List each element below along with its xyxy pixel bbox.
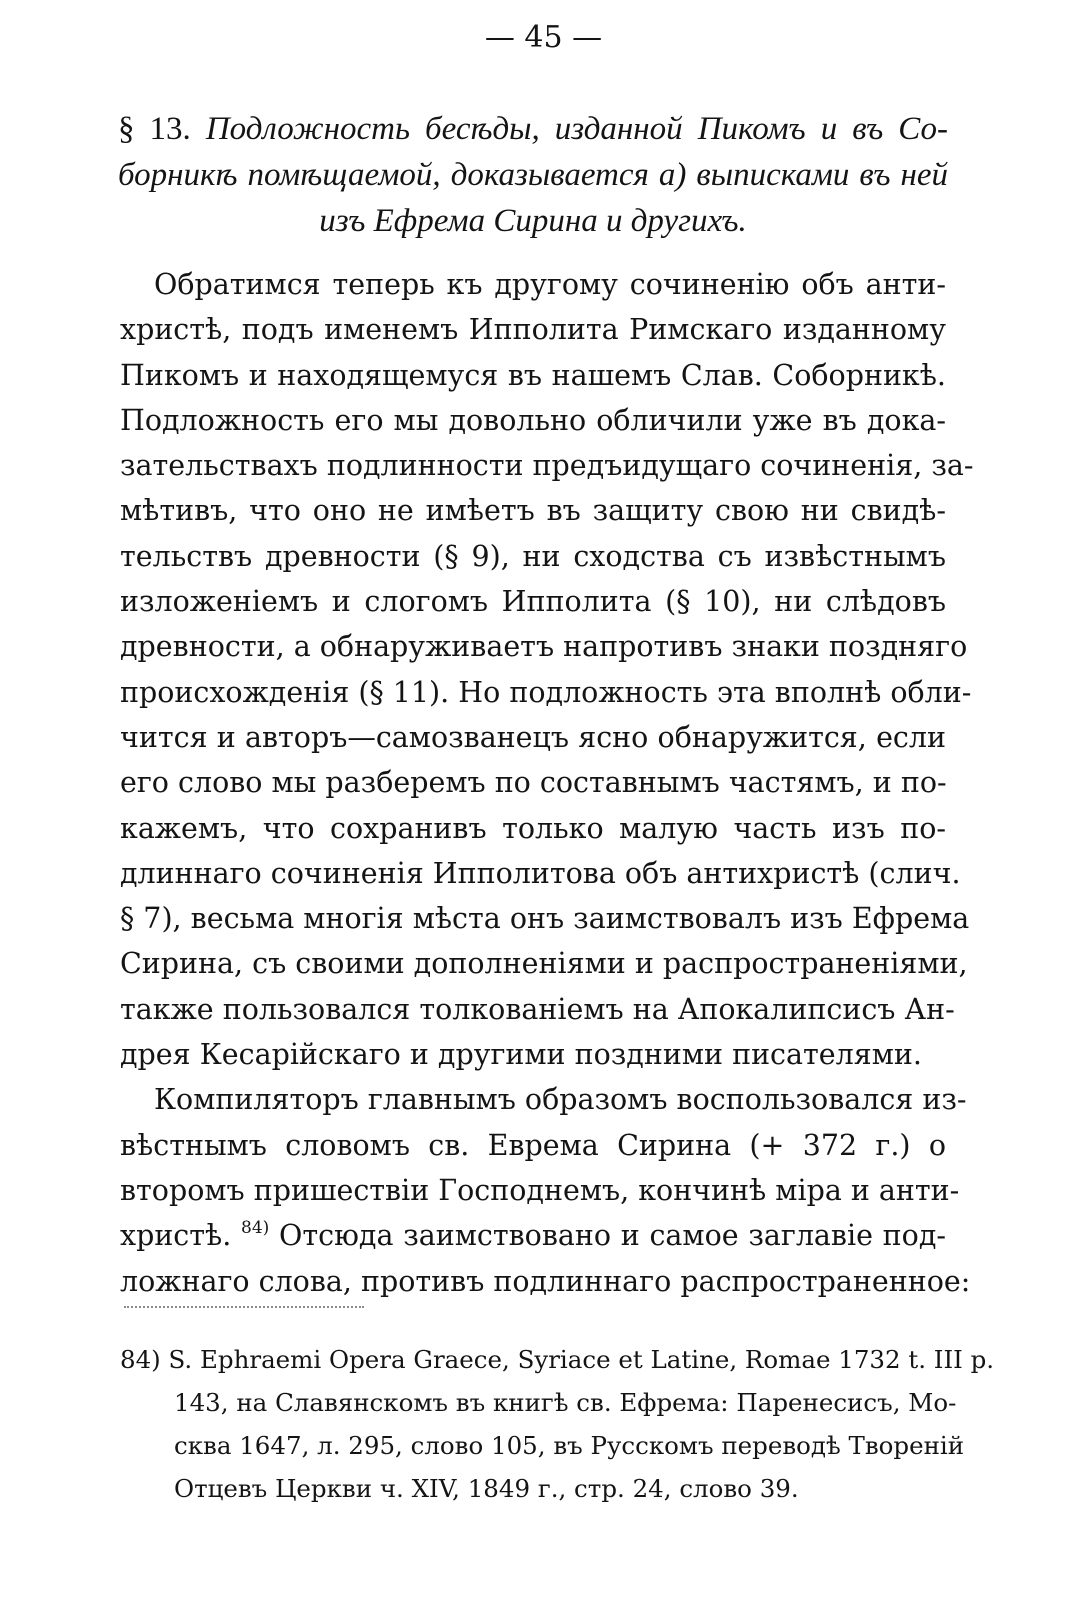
text-line: длиннаго сочиненія Ипполитова объ антихристѣ (слич. (120, 856, 961, 890)
text-line: происхожденія (§ 11). Но подложность эта вполнѣ обли- (120, 675, 972, 709)
text-line: также пользовался толкованіемъ на Апокалипсисъ Ан- (120, 992, 955, 1026)
footnote-line: 84) S. Ephraemi Opera Graece, Syriace et Latine, Romae 1732 t. III p. (120, 1345, 995, 1374)
section-heading-line-3: изъ Ефрема Сирина и другихъ. (319, 203, 747, 239)
footnote-line: Отцевъ Церкви ч. XIV, 1849 г., стр. 24, слово 39. (174, 1474, 799, 1503)
footnote-line: 143, на Славянскомъ въ книгѣ св. Ефрема: Паренесисъ, Мо- (174, 1388, 957, 1417)
text-line (120, 1213, 946, 1258)
footnote (120, 1338, 995, 1510)
body-text (120, 262, 974, 1304)
text-line: ложнаго слова, противъ подлиннаго распространенное: (120, 1264, 971, 1298)
text-line: христѣ, подъ именемъ Ипполита Римскаго изданному (120, 313, 946, 347)
section-heading-line-1 (118, 106, 948, 152)
text-line: Компиляторъ главнымъ образомъ воспользовался из- (154, 1083, 967, 1117)
text-line: § 7), весьма многія мѣста онъ заимствовалъ изъ Ефрема (120, 902, 970, 936)
text-line: чится и авторъ—самозванецъ ясно обнаружится, если (120, 720, 946, 754)
page-number: — 45 — (484, 20, 603, 55)
section-number: § 13. (118, 111, 191, 147)
text-fragment: христѣ. (120, 1219, 232, 1253)
text-line: изложеніемъ и слогомъ Ипполита (§ 10), ни слѣдовъ (120, 585, 946, 619)
text-line: зательствахъ подлинности предъидущаго сочиненія, за- (120, 449, 974, 483)
text-line: второмъ пришествіи Господнемъ, кончинѣ міра и анти- (120, 1173, 960, 1207)
text-line: дрея Кесарійскаго и другими поздними писателями. (120, 1038, 922, 1072)
text-line: его слово мы разберемъ по составнымъ частямъ, и по- (120, 766, 947, 800)
paragraph-2 (120, 1077, 971, 1303)
section-heading (118, 106, 948, 244)
paragraph-1 (120, 262, 974, 1077)
text-line: Пикомъ и находящемуся въ нашемъ Слав. Соборникѣ. (120, 358, 946, 392)
footnote-line: сква 1647, л. 295, слово 105, въ Русскомъ переводѣ Твореній (174, 1431, 965, 1460)
text-line: кажемъ, что сохранивъ только малую часть изъ по- (120, 811, 946, 845)
section-title-part-1: Подложность бесѣды, изданной Пикомъ и въ Со- (205, 111, 949, 147)
text-line: тельствъ древности (§ 9), ни сходства съ извѣстнымъ (120, 539, 946, 573)
text-line: древности, а обнаруживаетъ напротивъ знаки поздняго (120, 630, 968, 664)
text-line: мѣтивъ, что оно не имѣетъ въ защиту свою ни свидѣ- (120, 494, 946, 528)
text-line: Сирина, съ своими дополненіями и распространеніями, (120, 947, 968, 981)
text-line: Обратимся теперь къ другому сочиненію объ анти- (154, 268, 946, 301)
text-fragment: Отсюда заимствовано и самое заглавіе под- (279, 1219, 946, 1253)
text-line: Подложность его мы довольно обличили уже въ дока- (120, 403, 946, 437)
footnote-separator (124, 1306, 364, 1308)
text-line: вѣстнымъ словомъ св. Еврема Сирина (+ 372 г.) о (120, 1128, 946, 1162)
section-heading-line-2: борникѣ помѣщаемой, доказывается а) выписками въ ней (118, 157, 948, 193)
footnote-reference[interactable]: 84) (241, 1218, 270, 1239)
